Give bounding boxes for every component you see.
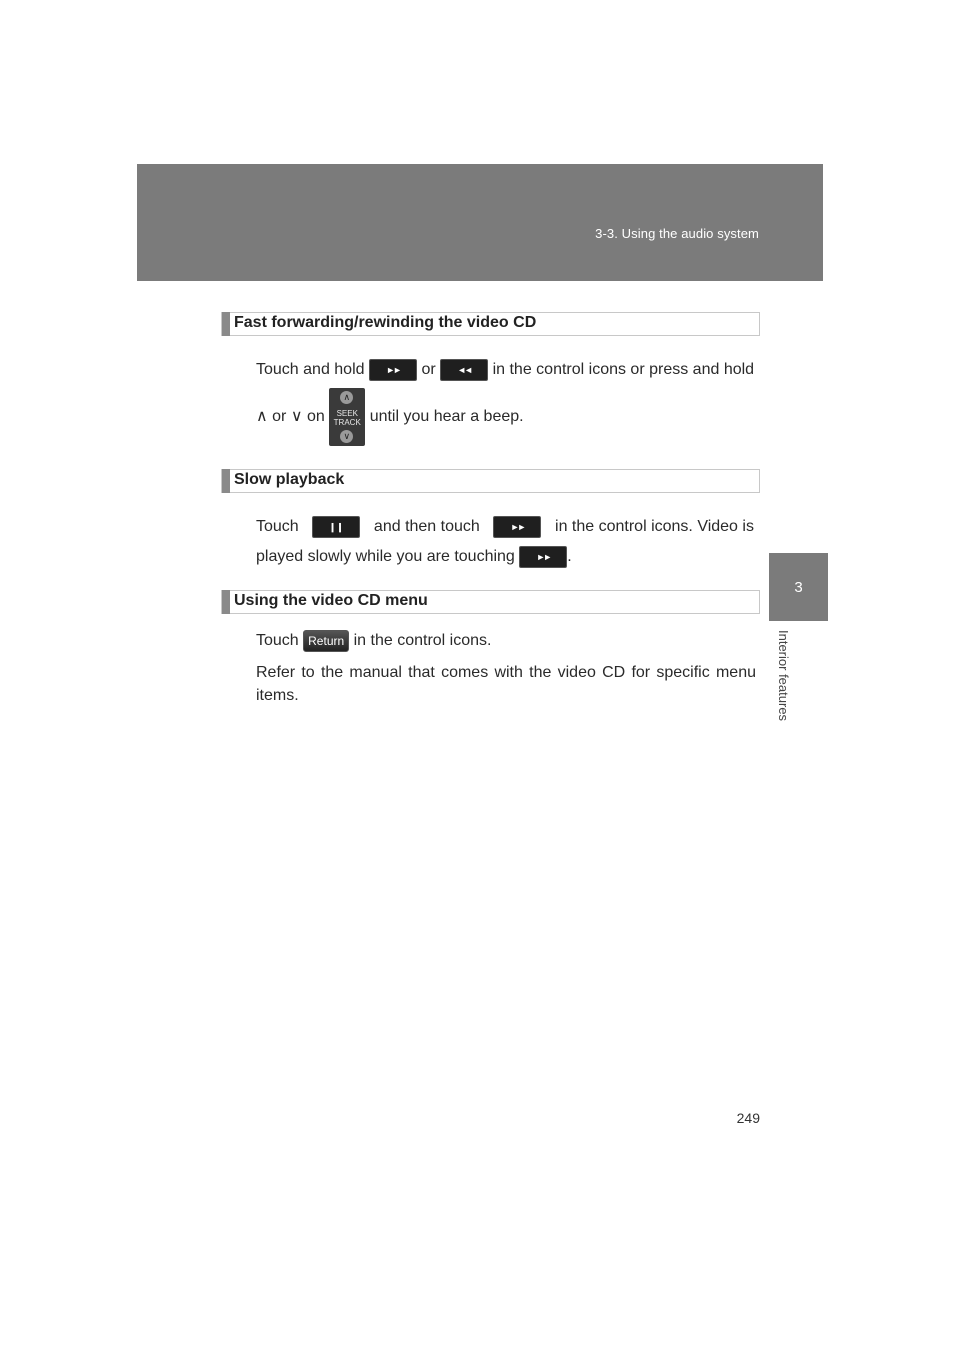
text: and then touch (373, 518, 480, 535)
chapter-tab (769, 553, 828, 621)
section-heading-text: Fast forwarding/rewinding the video CD (234, 314, 537, 331)
section-heading-text: Using the video CD menu (234, 592, 428, 609)
text: until you hear a beep. (369, 408, 524, 426)
section-heading-fast-forward (221, 312, 760, 336)
header-band (137, 164, 823, 281)
text: Touch and hold (256, 361, 365, 378)
chapter-number: 3 (794, 578, 803, 596)
chapter-label: Interior features (776, 630, 791, 722)
seek-track-label (329, 409, 365, 427)
seek-label: SEEK (336, 409, 358, 418)
fast-forward-icon: ►► (519, 546, 567, 568)
section-heading-video-cd-menu (221, 590, 760, 614)
paragraph-slow-playback-1 (256, 515, 754, 538)
text: in the control icons. (353, 632, 492, 649)
text: ∧ or ∨ on (256, 408, 325, 426)
text: Touch (256, 632, 299, 649)
text: in the control icons. Video is (555, 518, 754, 535)
chapter-title: 3-3. Using the audio system (595, 226, 759, 241)
paragraph-fast-forward-2 (256, 388, 756, 448)
pause-icon: ❙❙ (312, 516, 360, 538)
track-label: TRACK (333, 418, 361, 427)
text: in the control icons or press and hold (492, 361, 755, 378)
paragraph-slow-playback-2 (256, 545, 756, 568)
chevron-up-icon: ∧ (340, 391, 353, 404)
seek-track-button-icon (329, 388, 365, 446)
text: . (567, 548, 572, 565)
return-button-icon: Return (303, 630, 349, 652)
fast-forward-icon: ►► (493, 516, 541, 538)
text: Touch (256, 518, 299, 535)
section-heading-text: Slow playback (234, 471, 345, 488)
text: or (421, 361, 436, 378)
paragraph-fast-forward-1 (256, 358, 756, 381)
rewind-icon: ◄◄ (440, 359, 488, 381)
paragraph-video-cd-menu-1 (256, 629, 756, 652)
page-number: 249 (736, 1110, 760, 1126)
text: played slowly while you are touching (256, 548, 515, 565)
paragraph-video-cd-menu-2: Refer to the manual that comes with the video CD for specific menu items. (256, 664, 756, 704)
section-heading-slow-playback (221, 469, 760, 493)
chevron-down-icon: ∨ (340, 430, 353, 443)
fast-forward-icon: ►► (369, 359, 417, 381)
